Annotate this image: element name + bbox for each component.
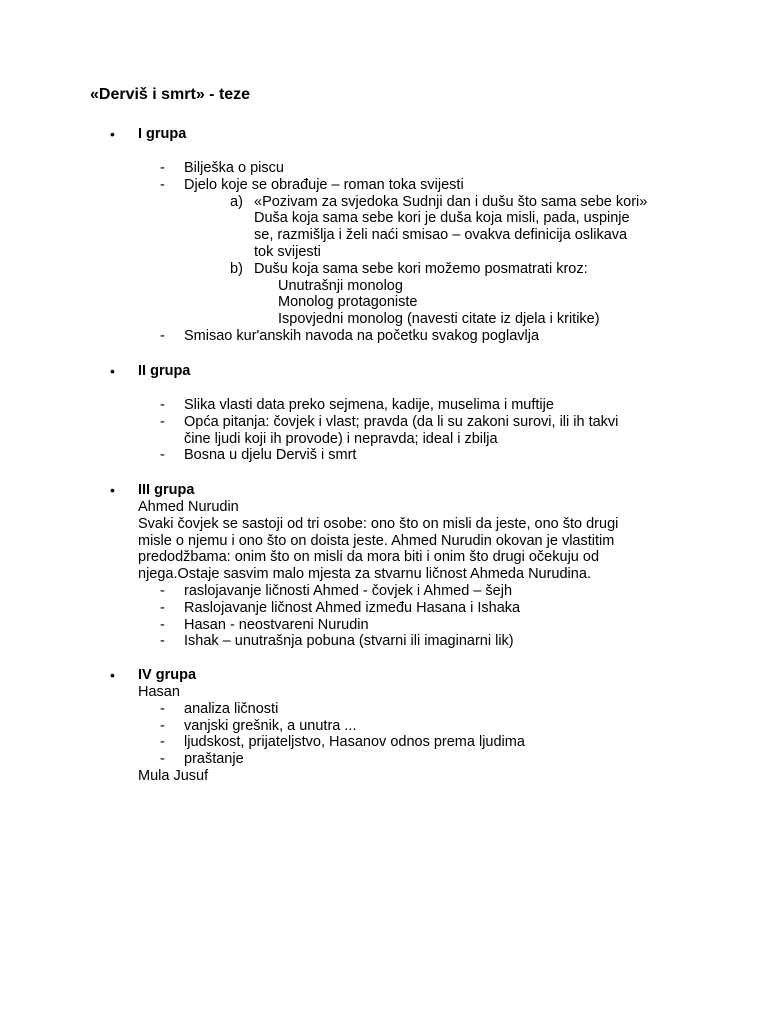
dash-marker: - — [160, 616, 165, 633]
list-item: - Ishak – unutrašnja pobuna (stvarni ili imaginarni lik) — [160, 633, 514, 650]
group-3 — [0, 482, 768, 650]
list-item: - Smisao kur'anskih navoda na početku svakog poglavlja — [160, 327, 540, 344]
bullet-icon: • — [110, 363, 115, 379]
bullet-icon: • — [110, 126, 115, 142]
list-item: - Djelo koje se obrađuje – roman toka svijesti — [160, 176, 464, 193]
list-item: - vanjski grešnik, a unutra ... — [160, 717, 357, 734]
list-item: - analiza ličnosti — [160, 700, 279, 717]
paragraph-line: predodžbama: onim što on misli da mora biti i onim što drugi očekuju od — [138, 549, 600, 566]
paragraph-line: njega.Ostaje sasvim malo mjesta za stvarnu ličnost Ahmeda Nurudina. — [138, 566, 591, 583]
group-3-label: III grupa — [138, 482, 195, 498]
list-item: - Bosna u djelu Derviš i smrt — [160, 447, 357, 464]
sub-item-a-line: Duša koja sama sebe kori je duša koja misli, pada, uspinje — [254, 210, 630, 227]
group-3-subtitle: Ahmed Nurudin — [138, 499, 239, 515]
group-2-label: II grupa — [138, 363, 191, 379]
sub-sub-item: Ispovjedni monolog (navesti citate iz djela i kritike) — [278, 311, 600, 328]
dash-marker: - — [160, 447, 165, 464]
dash-marker: - — [160, 633, 165, 650]
group-4-label: IV grupa — [138, 667, 197, 683]
group-1 — [0, 126, 768, 345]
dash-marker: - — [160, 160, 165, 176]
dash-marker: - — [160, 599, 165, 616]
sub-item-a: a) «Pozivam za svjedoka Sudnji dan i dušu što sama sebe kori» — [230, 193, 648, 210]
sub-sub-item: Monolog protagoniste — [278, 294, 418, 311]
paragraph-line: misle o njemu i ono što on doista jeste. Ahmed Nurudin okovan je vlastitim — [138, 532, 615, 549]
dash-marker: - — [160, 700, 165, 717]
document-title: «Derviš i smrt» - teze — [90, 86, 251, 103]
list-item: - Bilješka o piscu — [160, 160, 284, 176]
dash-marker: - — [160, 397, 165, 413]
sub-sub-item: Unutrašnji monolog — [278, 277, 403, 294]
sub-item-b: b) Dušu koja sama sebe kori možemo posmatrati kroz: — [230, 260, 588, 277]
sub-item-a-marker: a) — [230, 193, 243, 210]
group-2 — [0, 363, 768, 464]
dash-marker: - — [160, 734, 165, 751]
group-4-footer: Mula Jusuf — [138, 767, 209, 784]
dash-marker: - — [160, 717, 165, 734]
paragraph-line: Svaki čovjek se sastoji od tri osobe: ono što on misli da jeste, ono što drugi — [138, 515, 619, 532]
list-item: - ljudskost, prijateljstvo, Hasanov odnos prema ljudima — [160, 734, 525, 751]
sub-item-a-line: tok svijesti — [254, 243, 321, 260]
list-item: - Opća pitanja: čovjek i vlast; pravda (da li su zakoni surovi, ili ih takvi — [160, 413, 619, 430]
sub-item-a-line: se, razmišlja i želi naći smisao – ovakva definicija oslikava — [254, 227, 628, 244]
list-item: - raslojavanje ličnosti Ahmed - čovjek i Ahmed – šejh — [160, 582, 513, 599]
dash-marker: - — [160, 176, 165, 193]
dash-marker: - — [160, 751, 165, 768]
group-1-label: I grupa — [138, 126, 187, 142]
group-4-subtitle: Hasan — [138, 684, 180, 700]
list-item: - Raslojavanje ličnost Ahmed između Hasana i Ishaka — [160, 599, 521, 616]
list-item: - Slika vlasti data preko sejmena, kadije, muselima i muftije — [160, 397, 554, 413]
dash-marker: - — [160, 327, 165, 344]
group-4 — [0, 667, 768, 785]
list-item: - praštanje — [160, 751, 244, 768]
list-item-continuation: čine ljudi koji ih provode) i nepravda; ideal i zbilja — [184, 430, 498, 447]
dash-marker: - — [160, 582, 165, 599]
bullet-icon: • — [110, 482, 115, 498]
dash-marker: - — [160, 413, 165, 430]
bullet-icon: • — [110, 667, 115, 683]
list-item: - Hasan - neostvareni Nurudin — [160, 616, 369, 633]
sub-item-b-marker: b) — [230, 260, 243, 277]
